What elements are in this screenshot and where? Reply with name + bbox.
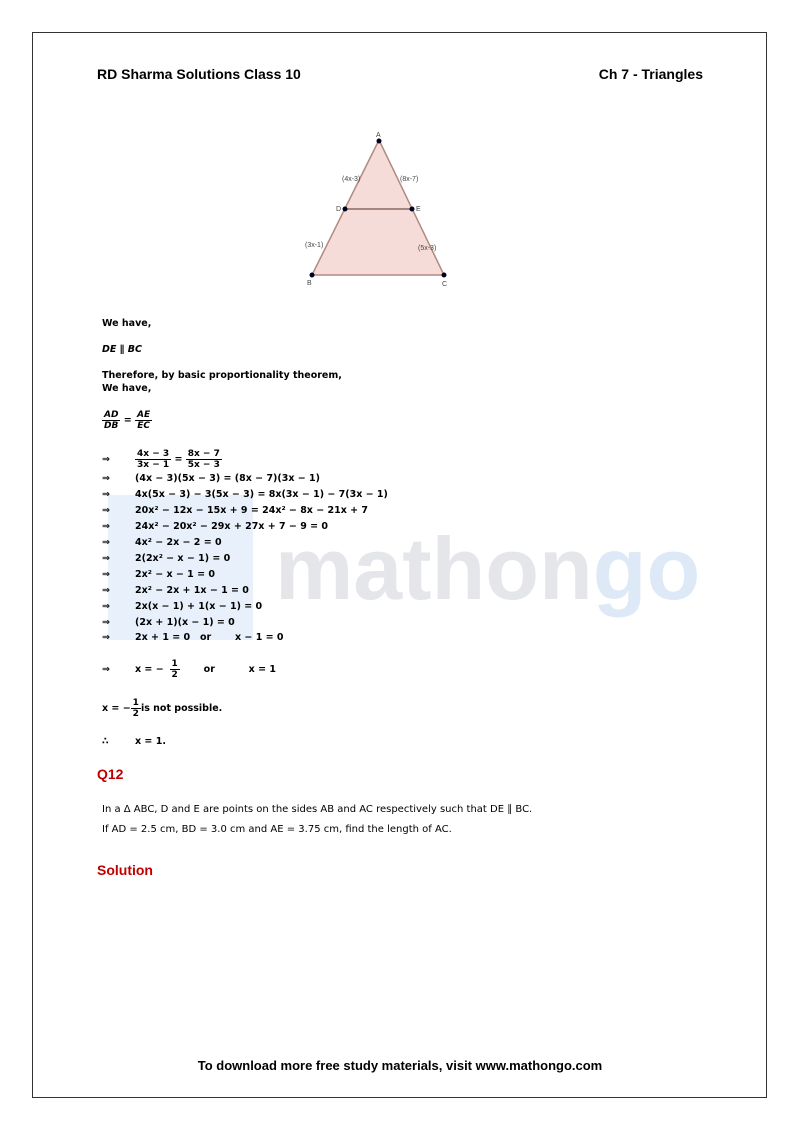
label-db: (3x-1) [305,242,324,249]
implies-arrow: ⇒ [102,489,110,500]
vertex-d: D [336,206,342,213]
equation-step [102,489,388,500]
step-text: 2x² − x − 1 = 0 [135,569,215,580]
implies-arrow: ⇒ [102,553,110,564]
implies-arrow: ⇒ [102,617,110,628]
header-chapter: Ch 7 - Triangles [598,66,703,82]
question-title: Q12 [97,766,124,782]
equation-step [102,553,230,564]
step-text: 4x(5x − 3) − 3(5x − 3) = 8x(3x − 1) − 7(3x − 1) [135,489,388,500]
equation-step [102,585,249,596]
equation-step [102,601,262,612]
implies-arrow: ⇒ [102,601,110,612]
implies-arrow: ⇒ [102,585,110,596]
step-text: 2x(x − 1) + 1(x − 1) = 0 [135,601,263,612]
label-ec: (5x-3) [418,245,437,252]
text-therefore: Therefore, by basic proportionality theorem, [102,370,342,381]
footer-text: To download more free study materials, visit www.mathongo.com [197,1058,603,1073]
step-text: 2x² − 2x + 1x − 1 = 0 [135,585,249,596]
triangle-figure [290,125,470,295]
text-parallel: DE ∥ BC [102,344,142,355]
equation-step [102,537,222,548]
triangle-abc [312,140,444,275]
solution-heading: Solution [97,862,153,878]
equation-step [102,521,328,532]
step-text: 20x² − 12x − 15x + 9 = 24x² − 8x − 21x + 7 [135,505,369,516]
vertex-c: C [442,281,448,288]
question-line-2: If AD = 2.5 cm, BD = 3.0 cm and AE = 3.75 cm, find the length of AC. [102,824,452,835]
text-not-possible: x = − $\frac{1}{2}$ is not possible. [102,698,223,719]
implies-arrow: ⇒ [102,473,110,484]
implies-arrow: ⇒ [102,521,110,532]
implies-arrow: ⇒ [102,569,110,580]
final-answer: ∴ x = 1. [102,736,166,747]
ratio-equation: $\frac{AD}{DB}$ = $\frac{AE}{EC}$ [104,410,151,431]
implies-arrow: ⇒ [102,537,110,548]
step-text: (4x − 3)(5x − 3) = (8x − 7)(3x − 1) [135,473,320,484]
watermark: mathongo [275,519,701,618]
step-fraction: ⇒ $\frac{4x - 3}{3x - 1}$ = $\frac{8x - 7}{5x - 3}$ [102,449,220,470]
label-ae: (8x-7) [400,176,419,183]
step-roots: ⇒ x = − $\frac{1}{2}$ or x = 1 [102,659,276,680]
equation-step [102,569,215,580]
text-we-have: We have, [102,318,152,329]
vertex-a: A [376,132,381,139]
step-text: 4x² − 2x − 2 = 0 [135,537,222,548]
step-text: 2(2x² − x − 1) = 0 [135,553,231,564]
step-text: (2x + 1)(x − 1) = 0 [135,617,235,628]
question-line-1: In a Δ ABC, D and E are points on the sides AB and AC respectively such that DE ∥ BC. [102,804,533,815]
vertex-b: B [307,280,312,287]
vertex-e: E [416,206,421,213]
implies-arrow: ⇒ [102,505,110,516]
label-ad: (4x-3) [342,176,361,183]
equation-step [102,473,320,484]
step-text: 24x² − 20x² − 29x + 27x + 7 − 9 = 0 [135,521,328,532]
step-split: ⇒ 2x + 1 = 0 or x − 1 = 0 [102,632,284,643]
equation-step [102,617,235,628]
text-we-have-2: We have, [102,383,152,394]
header-title: RD Sharma Solutions Class 10 [97,66,301,82]
equation-step [102,505,368,516]
